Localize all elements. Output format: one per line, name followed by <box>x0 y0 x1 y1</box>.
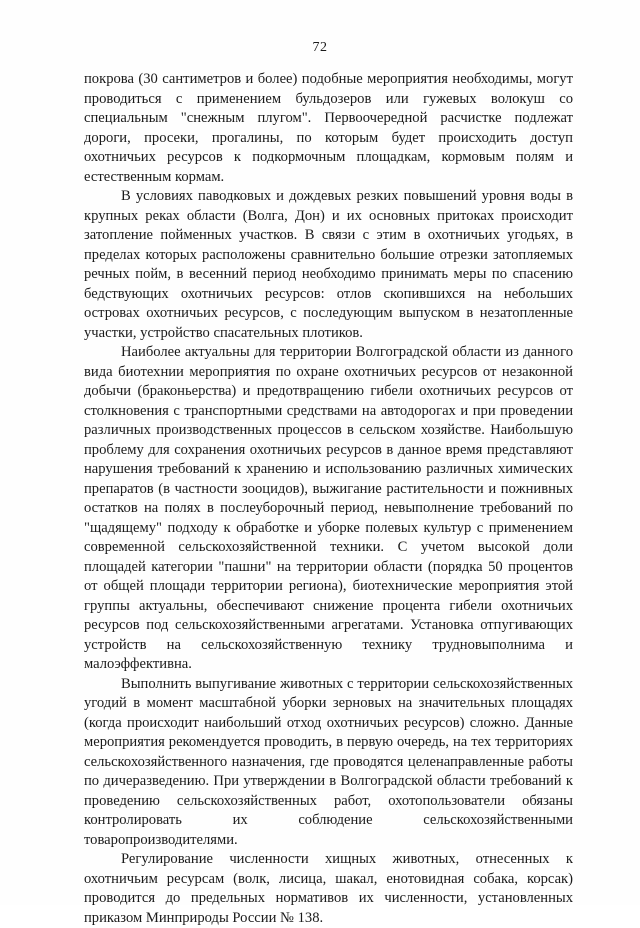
paragraph-snow-clearing: покрова (30 сантиметров и более) подобные мероприятия необходимы, могут проводиться с применением бульдозеров или гужевых волокуш со специальным "снежным плугом". Первоочередной расчистке подлежат дороги, просеки, прогалины, по которым будет происходить доступ охотничьих ресурсов к подкормочным площадкам, кормовым полям и естественным кормам. <box>84 71 573 185</box>
paragraph-harvest-flushing: Выполнить выпугивание животных с территории сельскохозяйственных угодий в момент масштабной уборки зерновых на значительных площадях (когда происходит наибольший отход охотничьих ресурсов) сложно. Данные мероприятия рекомендуется проводить, в первую очередь, на тех территориях сельскохозяйственного назначения, где проводятся целенаправленные работы по дичеразведению. При утверждении в Волгоградской области требований к проведению сельскохозяйственных работ, охотопользователи обязаны контролировать их соблюдение сельскохозяйственными товаропроизводителями. <box>84 675 573 848</box>
paragraph-predator-regulation: Регулирование численности хищных животных, отнесенных к охотничьим ресурсам (волк, лисица, шакал, енотовидная собака, корсак) проводится до предельных нормативов их численности, установленных приказом Минприроды России № 138. <box>84 851 573 926</box>
document-body <box>84 70 573 928</box>
paragraph-poaching-protection: Наиболее актуальны для территории Волгоградской области из данного вида биотехнии мероприятия по охране охотничьих ресурсов от незаконной добычи (браконьерства) и предотвращению гибели охотничьих ресурсов от столкновения с транспортными средствами на автодорогах и при проведении различных производственных процессов в сельском хозяйстве. Наибольшую проблему для сохранения охотничьих ресурсов в данное время представляют нарушения требований к хранению и использованию различных химических препаратов (в частности зооцидов), выжигание растительности и пожнивных остатков на полях в послеуборочный период, невыполнение требований по "щадящему" подходу к обработке и уборке полевых культур с применением современной сельскохозяйственной техники. С учетом высокой доли площадей категории "пашни" на территории области (порядка 50 процентов от общей площади территории региона), биотехнические мероприятия этой группы актуальны, обеспечивают снижение процента гибели охотничьих ресурсов под сельскохозяйственными агрегатами. Установка отпугивающих устройств на сельскохозяйственную технику трудновыполнима и малоэффективна. <box>84 344 573 672</box>
page-number: 72 <box>312 40 328 55</box>
paragraph-flood-rescue: В условиях паводковых и дождевых резких повышений уровня воды в крупных реках области (Волга, Дон) и их основных притоках происходит затопление пойменных участков. В связи с этим в охотничьих угодьях, в пределах которых расположены сравнительно большие отрезки затопляемых речных пойм, в весенний период необходимо принимать меры по спасению бедствующих охотничьих ресурсов: отлов скопившихся на небольших островах охотничьих ресурсов, с последующим выпуском в незатопленные участки, устройство спасательных плотиков. <box>84 188 573 341</box>
